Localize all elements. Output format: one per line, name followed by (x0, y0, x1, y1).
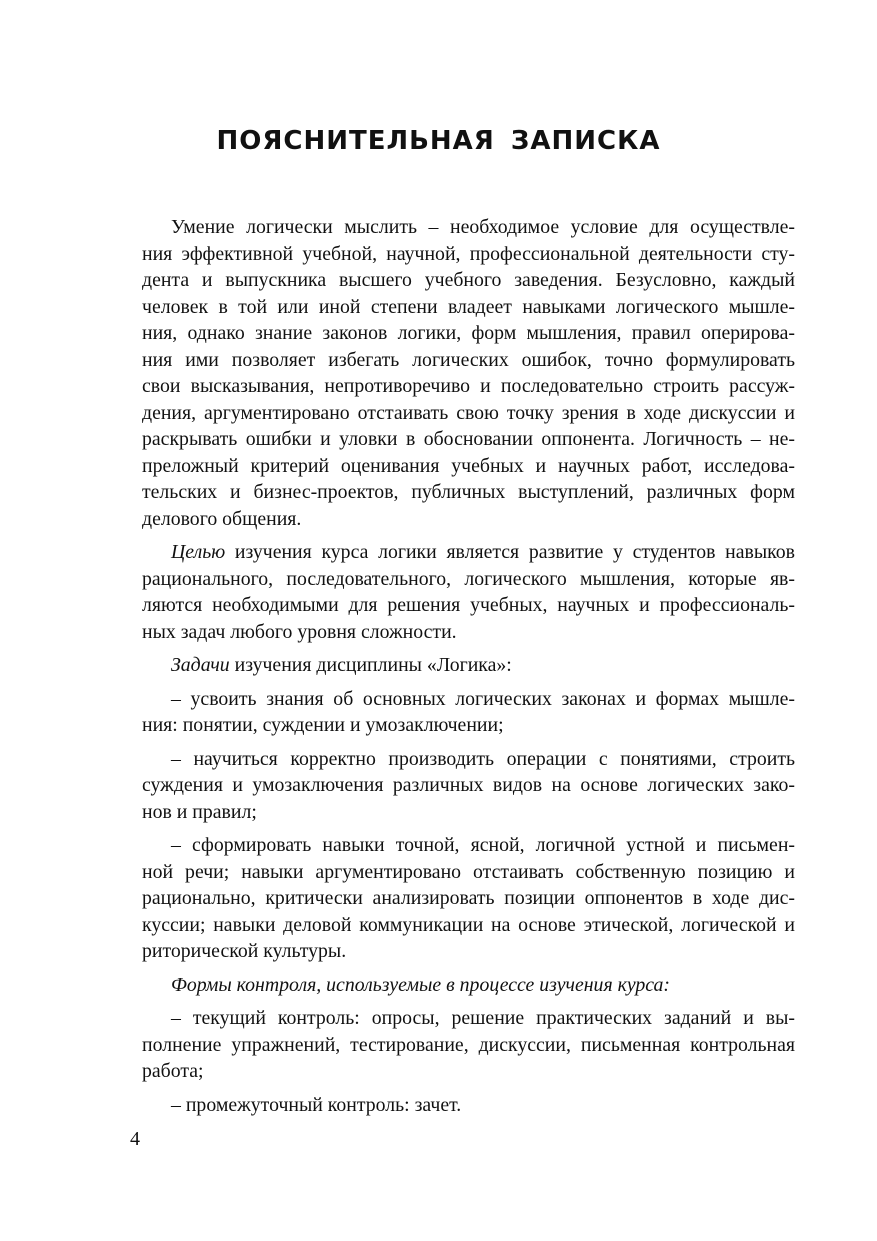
text-line: раскрывать ошибки и уловки в обосновании оппонента. Логичность – не- (142, 428, 795, 450)
paragraph-control-current (142, 1005, 795, 1085)
tasks-text: изучения дисциплины «Логика»: (229, 654, 512, 676)
body-text (142, 214, 795, 1118)
text-line: Формы контроля, используемые в процессе изучения курса: (171, 973, 670, 996)
text-line: делового общения. (142, 507, 302, 530)
paragraph-goal (142, 539, 795, 645)
text-line: дения, аргументировано отстаивать свою точку зрения в ходе дискуссии и (142, 401, 795, 424)
paragraph-intro (142, 214, 795, 532)
text-line: – промежуточный контроль: зачет. (171, 1093, 462, 1116)
text-line: ных задач любого уровня сложности. (142, 620, 457, 643)
text-line: – усвоить знания об основных логических законах и формах мышле- (171, 687, 795, 710)
text-line: суждения и умозаключения различных видов на основе логических зако- (142, 774, 795, 796)
goal-term: Целью (171, 541, 226, 563)
text-line: тельских и бизнес-проектов, публичных выступлений, различных форм (142, 481, 795, 503)
text-line (142, 539, 795, 566)
paragraph-task-3 (142, 832, 795, 965)
paragraph-control-interim (142, 1092, 795, 1119)
text-line: ния: понятии, суждении и умозаключении; (142, 714, 504, 736)
text-line: ния, однако знание законов логики, форм мышления, правил оперирова- (142, 322, 795, 344)
text-line: – сформировать навыки точной, ясной, логичной устной и письмен- (171, 834, 795, 856)
text-line: риторической культуры. (142, 940, 347, 962)
text-line: свои высказывания, непротиворечиво и последовательно строить рассуж- (142, 375, 795, 397)
paragraph-control-heading (142, 972, 795, 999)
text-line: нов и правил; (142, 800, 257, 823)
text-line: работа; (142, 1060, 204, 1082)
text-line: – текущий контроль: опросы, решение практических заданий и вы- (171, 1007, 795, 1029)
text-line: рационального, последовательного, логического мышления, которые яв- (142, 567, 795, 590)
text-line: человек в той или иной степени владеет навыками логического мышле- (142, 295, 795, 318)
text-line: ляются необходимыми для решения учебных, научных и профессиональ- (142, 594, 795, 616)
text-line: дента и выпускника высшего учебного заведения. Безусловно, каждый (142, 269, 795, 291)
paragraph-tasks-heading (142, 652, 795, 679)
text-line: ной речи; навыки аргументировано отстаивать собственную позицию и (142, 860, 795, 883)
text-line: – научиться корректно производить операции с понятиями, строить (171, 747, 795, 770)
text-line: преложный критерий оценивания учебных и научных работ, исследова- (142, 454, 795, 477)
text-line: куссии; навыки деловой коммуникации на основе этической, логической и (142, 913, 795, 936)
text-line (142, 652, 795, 679)
text-line: полнение упражнений, тестирование, дискуссии, письменная контрольная (142, 1033, 795, 1056)
paragraph-task-2 (142, 746, 795, 826)
page-title: ПОЯСНИТЕЛЬНАЯ ЗАПИСКА (216, 126, 661, 156)
tasks-term: Задачи (171, 654, 230, 676)
text-line: ния ими позволяет избегать логических ошибок, точно формулировать (142, 348, 795, 371)
page-number: 4 (130, 1128, 140, 1150)
text-line: ния эффективной учебной, научной, профессиональной деятельности сту- (142, 242, 795, 265)
paragraph-task-1 (142, 686, 795, 739)
text-line: рационально, критически анализировать позиции оппонентов в ходе дис- (142, 887, 795, 909)
text-line: Умение логически мыслить – необходимое условие для осуществле- (171, 216, 795, 238)
goal-text: изучения курса логики является развитие у студентов навыков (225, 541, 795, 563)
